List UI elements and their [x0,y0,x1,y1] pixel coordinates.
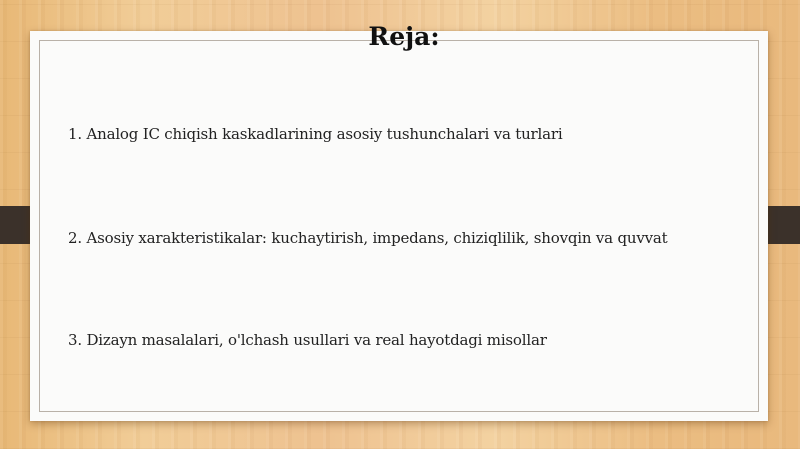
slide-title: Reja: [368,22,440,51]
slide-card [30,31,768,421]
slide-inner-border [39,40,759,412]
agenda-item-2: 2. Asosiy xarakteristikalar: kuchaytirish, impedans, chiziqlilik, shovqin va quvvat [68,229,668,247]
agenda-item-1: 1. Analog IC chiqish kaskadlarining asosiy tushunchalari va turlari [68,125,563,143]
agenda-item-3: 3. Dizayn masalalari, o'lchash usullari va real hayotdagi misollar [68,331,547,349]
